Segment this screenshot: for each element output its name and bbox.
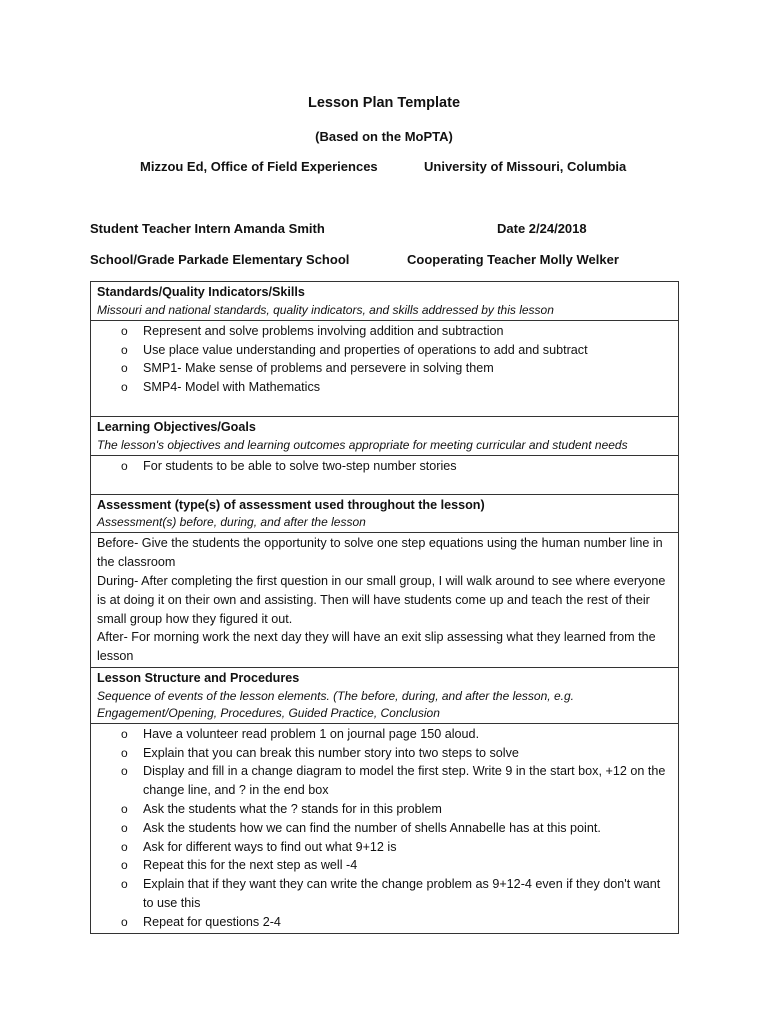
list-item: o Ask the students how we can find the number of shells Annabelle has at this point. bbox=[97, 819, 672, 838]
section-subtitle: Assessment(s) before, during, and after the lesson bbox=[97, 515, 366, 530]
standards-body-cell bbox=[91, 320, 679, 416]
procedures-header-row bbox=[91, 667, 679, 723]
assessment-before: Before- Give the students the opportunity to solve one step equations using the human number line in the classroom bbox=[97, 536, 663, 570]
list-item: o Ask for different ways to find out what 9+12 is bbox=[97, 838, 672, 857]
list-item: o Explain that if they want they can write the change problem as 9+12-4 even if they don't want to use this bbox=[97, 875, 672, 913]
list-item: o For students to be able to solve two-step number stories bbox=[97, 457, 672, 476]
lesson-plan-table bbox=[90, 281, 679, 934]
student-teacher: Student Teacher Intern Amanda Smith bbox=[90, 221, 325, 236]
standards-header-row bbox=[91, 282, 679, 321]
section-subtitle: Missouri and national standards, quality indicators, and skills addressed by this lesson bbox=[97, 302, 554, 317]
document-subtitle: (Based on the MoPTA) bbox=[315, 129, 453, 144]
list-item: o SMP1- Make sense of problems and persevere in solving them bbox=[97, 359, 672, 378]
list-item: o SMP4- Model with Mathematics bbox=[97, 378, 672, 397]
procedures-body-cell bbox=[91, 723, 679, 933]
section-title: Standards/Quality Indicators/Skills bbox=[97, 285, 305, 299]
list-item: o Display and fill in a change diagram to model the first step. Write 9 in the start box, +12 on the change line, and ? in the end box bbox=[97, 762, 672, 800]
section-subtitle: Sequence of events of the lesson elements. (The before, during, and after the lesson, e.g. Engagement/Opening, Procedures, Guided Practice, Conclusion bbox=[97, 688, 574, 720]
org-left: Mizzou Ed, Office of Field Experiences bbox=[140, 159, 378, 174]
objectives-list bbox=[97, 457, 672, 476]
section-title: Assessment (type(s) of assessment used throughout the lesson) bbox=[97, 497, 485, 512]
objectives-header-row bbox=[91, 416, 679, 455]
assessment-header-cell bbox=[91, 494, 679, 533]
standards-body-row bbox=[91, 320, 679, 416]
standards-header-cell bbox=[91, 282, 679, 321]
section-title: Learning Objectives/Goals bbox=[97, 419, 256, 434]
procedures-body-row bbox=[91, 723, 679, 933]
list-item: o Have a volunteer read problem 1 on journal page 150 aloud. bbox=[97, 725, 672, 744]
list-item: o Explain that you can break this number story into two steps to solve bbox=[97, 744, 672, 763]
objectives-body-cell bbox=[91, 455, 679, 494]
cooperating-teacher: Cooperating Teacher Molly Welker bbox=[407, 252, 619, 267]
list-item: o Represent and solve problems involving addition and subtraction bbox=[97, 322, 672, 341]
lesson-date: Date 2/24/2018 bbox=[497, 221, 587, 236]
document-title: Lesson Plan Template bbox=[307, 95, 461, 111]
assessment-header-row bbox=[91, 494, 679, 533]
list-item: o Use place value understanding and properties of operations to add and subtract bbox=[97, 341, 672, 360]
assessment-body-cell bbox=[91, 533, 679, 668]
list-item: o Repeat this for the next step as well -4 bbox=[97, 856, 672, 875]
org-right: University of Missouri, Columbia bbox=[424, 159, 627, 174]
objectives-header-cell bbox=[91, 416, 679, 455]
assessment-after: After- For morning work the next day they will have an exit slip assessing what they learned from the lesson bbox=[97, 630, 656, 664]
list-item: o Ask the students what the ? stands for in this problem bbox=[97, 800, 672, 819]
section-subtitle: The lesson's objectives and learning outcomes appropriate for meeting curricular and student needs bbox=[97, 437, 628, 452]
procedures-header-cell bbox=[91, 667, 679, 723]
section-title: Lesson Structure and Procedures bbox=[97, 670, 300, 685]
assessment-body-row bbox=[91, 533, 679, 668]
school-grade: School/Grade Parkade Elementary School bbox=[90, 252, 350, 267]
standards-list bbox=[97, 322, 672, 397]
procedures-list bbox=[97, 725, 672, 932]
assessment-during: During- After completing the first question in our small group, I will walk around to see where everyone is at doing it on their own and assisting. Then will have students come up and teach the rest of their small group how they figured it out. bbox=[97, 573, 666, 626]
list-item: o Repeat for questions 2-4 bbox=[97, 913, 672, 932]
objectives-body-row bbox=[91, 455, 679, 494]
